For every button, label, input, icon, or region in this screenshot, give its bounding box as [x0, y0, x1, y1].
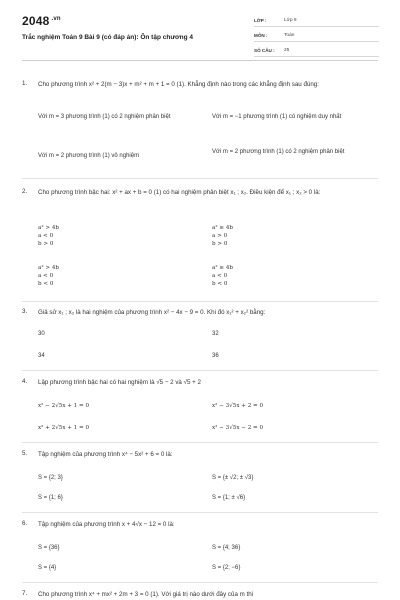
answer-option[interactable]: S = {4}	[38, 565, 57, 571]
answer-option[interactable]: x² + 2√5x + 1 = 0	[38, 425, 90, 431]
answer-option[interactable]: S = {2; 3}	[38, 475, 63, 481]
answer-option[interactable]: x² − 3√5x − 2 = 0	[212, 425, 264, 431]
meta-row-count	[254, 44, 379, 57]
meta-key: LỚP :	[254, 17, 267, 23]
answer-option[interactable]	[212, 264, 377, 288]
answer-option[interactable]: S = {36}	[38, 545, 60, 551]
answer-option[interactable]: S = {± √2; ± √3}	[212, 475, 254, 481]
condition-line: b < 0	[38, 281, 54, 287]
question-number: 6.	[22, 520, 28, 527]
condition-line: a > 0	[212, 233, 228, 239]
question-text: Cho phương trình x² + 2(m − 3)x + m² + m + 1 = 0 (1). Khẳng định nào trong các khẳng định sau đúng:	[38, 81, 319, 88]
answer-option[interactable]: x² − 3√5x + 2 = 0	[212, 403, 264, 409]
condition-line: b > 0	[212, 241, 228, 247]
meta-info	[254, 14, 379, 59]
question-number: 7.	[22, 590, 28, 597]
answer-option[interactable]: 30	[38, 331, 45, 337]
answer-option[interactable]: 34	[38, 353, 45, 359]
meta-row-subject	[254, 29, 379, 42]
answer-option[interactable]: x² − 2√5x + 1 = 0	[38, 403, 90, 409]
question-divider	[22, 582, 378, 583]
question-text: Tập nghiệm của phương trình x + 4√x − 12 = 0 là:	[38, 521, 175, 528]
meta-value: Toán	[284, 32, 295, 38]
question-number: 5.	[22, 450, 28, 457]
logo-suffix: .vn	[51, 16, 61, 22]
meta-value: Lớp 9	[284, 17, 297, 23]
question-divider	[22, 442, 378, 443]
question-text: Tập nghiệm của phương trình x⁴ − 5x² + 6 = 0 là:	[38, 451, 173, 458]
answer-option[interactable]: Với m = −1 phương trình (1) có nghiệm duy nhất	[212, 114, 342, 120]
question-4	[22, 378, 382, 436]
question-text: Cho phương trình x⁴ + mx² + 2m + 3 = 0 (1). Với giá trị nào dưới đây của m thì	[38, 591, 254, 598]
answer-option[interactable]: 36	[212, 353, 219, 359]
answer-option[interactable]: S = {2; −6}	[212, 565, 241, 571]
answer-option[interactable]: S = {4; 36}	[212, 545, 241, 551]
question-text: Giả sử x₁ ; x₂ là hai nghiệm của phương trình x² − 4x − 9 = 0. Khi đó x₁² + x₂² bằng:	[38, 309, 266, 316]
condition-line: a² > 4b	[38, 265, 59, 271]
site-logo[interactable]	[22, 14, 61, 28]
question-divider	[22, 178, 378, 179]
page-title: Trắc nghiệm Toán 9 Bài 9 (có đáp án): Ôn tập chương 4	[22, 34, 194, 41]
question-3	[22, 308, 382, 366]
question-divider	[22, 301, 378, 302]
meta-key: SỐ CÂU :	[254, 47, 275, 53]
answer-option[interactable]	[212, 224, 377, 248]
answer-option[interactable]: Với m = 3 phương trình (1) có 2 nghiệm phân biệt	[38, 114, 171, 120]
condition-line: a² ≥ 4b	[212, 225, 233, 231]
question-divider	[22, 370, 378, 371]
meta-value: 25	[284, 47, 290, 53]
question-text: Lập phương trình bậc hai có hai nghiệm là √5 − 2 và √5 + 2	[38, 379, 201, 386]
question-number: 4.	[22, 378, 28, 385]
question-number: 1.	[22, 80, 28, 87]
condition-line: b < 0	[212, 281, 228, 287]
condition-line: b > 0	[38, 241, 54, 247]
question-number: 2.	[22, 188, 28, 195]
condition-line: a < 0	[38, 273, 54, 279]
page-header	[0, 0, 400, 60]
meta-row-class	[254, 14, 379, 27]
answer-option[interactable]: Với m = 2 phương trình (1) có 2 nghiệm phân biệt	[212, 149, 345, 155]
answer-option[interactable]	[38, 224, 203, 248]
question-text: Cho phương trình bậc hai: x² + ax + b = 0 (1) có hai nghiệm phân biệt x₁ ; x₂. Điều kiện để x₁ ; x₂ > 0 là:	[38, 189, 321, 196]
answer-option[interactable]	[38, 264, 203, 288]
question-5	[22, 450, 382, 510]
header-divider	[22, 60, 378, 61]
answer-option[interactable]: S = {1; ± √6}	[212, 495, 246, 501]
question-number: 3.	[22, 308, 28, 315]
question-divider	[22, 512, 378, 513]
condition-line: a < 0	[38, 233, 54, 239]
answer-option[interactable]: Với m = 2 phương trình (1) vô nghiệm	[38, 153, 140, 159]
condition-line: a² ≥ 4b	[212, 265, 233, 271]
question-6	[22, 520, 382, 580]
question-2	[22, 188, 382, 298]
condition-line: a² > 4b	[38, 225, 59, 231]
meta-key: MÔN :	[254, 32, 268, 38]
condition-line: a < 0	[212, 273, 228, 279]
answer-option[interactable]: 32	[212, 331, 219, 337]
question-1	[22, 80, 382, 170]
question-7	[22, 590, 382, 600]
logo-text: 2048	[22, 14, 50, 28]
answer-option[interactable]: S = {1; 6}	[38, 495, 63, 501]
